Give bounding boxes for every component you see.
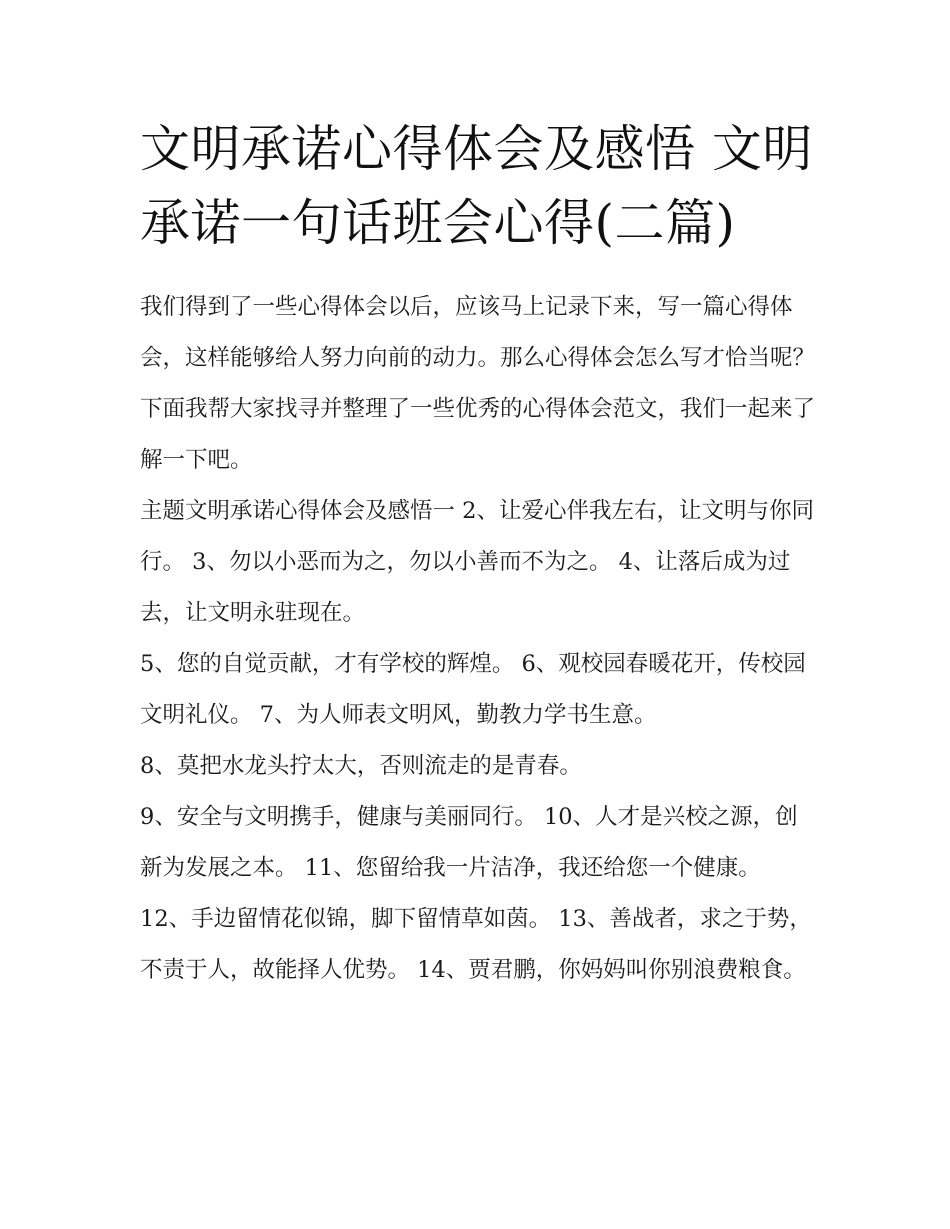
paragraph-slogans-3: 8、莫把水龙头拧太大，否则流走的是青春。 (140, 753, 582, 779)
paragraph-slogans-5: 12、手边留情花似锦，脚下留情草如茵。 13、善战者，求之于势，不责于人，故能择人优势。 14、贾君鹏，你妈妈叫你别浪费粮食。 (140, 906, 812, 983)
paragraph-slogans-4: 9、安全与文明携手，健康与美丽同行。 10、人才是兴校之源，创新为发展之本。 11、您留给我一片洁净，我还给您一个健康。 (140, 804, 798, 881)
paragraph-intro: 我们得到了一些心得体会以后，应该马上记录下来，写一篇心得体会，这样能够给人努力向前的动力。那么心得体会怎么写才恰当呢？下面我帮大家找寻并整理了一些优秀的心得体会范文，我们一起来了解一下吧。 (140, 294, 816, 473)
document-body (140, 112, 820, 996)
paragraph-slogans-2: 5、您的自觉贡献，才有学校的辉煌。 6、观校园春暖花开，传校园文明礼仪。 7、为人师表文明风，勤教力学书生意。 (140, 651, 806, 728)
paragraph-slogans-1: 主题文明承诺心得体会及感悟一 2、让爱心伴我左右，让文明与你同行。 3、勿以小恶而为之，勿以小善而不为之。 4、让落后成为过去，让文明永驻现在。 (140, 498, 814, 626)
document-title: 文明承诺心得体会及感悟 文明承诺一句话班会心得(二篇) (140, 120, 813, 252)
